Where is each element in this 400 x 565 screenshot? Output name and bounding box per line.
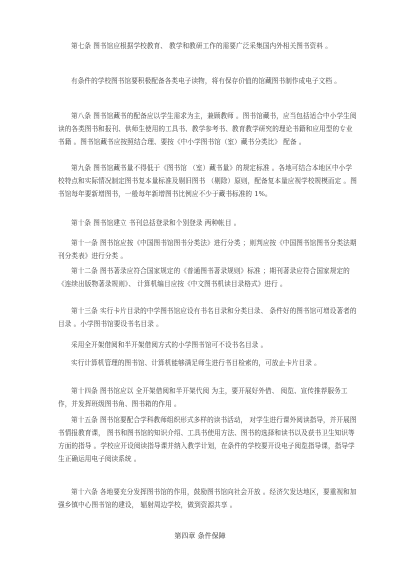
chapter-heading: 第四章 条件保障 [174, 532, 226, 540]
article-7-paragraph: 第七条 图书馆应根据学校教育、 教学和教研工作的需要广泛采集国内外相关图书资料 。 [71, 42, 332, 50]
article-9-paragraph: 第九条 图书馆藏书量不得低于《图书馆 （室）藏书量》的规定标准 。各地可结合本地区中小学校特点和实际情况制定图书复本量标准及剔旧图书 （剔除）原则，配备复本量应视学校规模而定 。图书馆每年要新增图书，一般每年新增图书比例应不少于藏书标准的 1%。 [58, 164, 357, 198]
article-15-paragraph: 第十五条 图书馆要配合学科教师组织形式多样的读书活动， 对学生进行课外阅读指导，并开展图书情报教育课， 图书和图书馆的知识介绍、工具书使用方法、图书的选择和读书以及获书卫生知识等方面的指导 。学校应开设阅读指导课并纳入教学计划，在条件的学校要开设电子阅览指导课，指导学生正确运用电子阅读系统 。 [58, 416, 357, 463]
computer-catalog-paragraph: 实行计算机管理的图书馆、计算机能够满足师生进行书目检索的，可放止卡片目录 。 [71, 359, 321, 367]
article-13-paragraph: 第十三条 实行卡片目录的中学图书馆应设有书名目录和分类目录、 条件好的图书馆可增设著者的目录 。小学图书馆要设书名目录 。 [58, 307, 357, 328]
article-8-paragraph: 第八条 图书馆藏书的配备应以学生需求为主，兼顾教师 。图书馆藏书，应当包括适合中小学生阅读的各类图书和报刊、供师生使用的工具书、教学参考书、教育教学研究的理论书籍和应用型的专业书籍 。图书馆藏书应按照结合理、要按《中小学图书馆（室）藏书分类比》 配备 。 [58, 112, 357, 146]
article-14-paragraph: 第十四条 图书馆应以 全开架借阅和半开架代阅 为主，要开展好外借、 阅览、宣传推荐服务工作，并发挥班级图书角、图书箱的作用 。 [58, 387, 348, 408]
article-10-paragraph: 第十条 图书馆建立 书刊总括登录和个别登录 两种帐目 。 [71, 219, 241, 227]
article-12-paragraph: 第十二条 图书著录应符合国家规定的《普通图书著录规则》标准 ；期刊著录应符合国家规定的《连续出版物著录规则》、 计算机编目应按《中文图书机读目录格式》进行 。 [58, 267, 350, 288]
article-16-paragraph: 第十六条 各地要充分发挥图书馆的作用，鼓励图书馆向社会开放 。经济欠发达地区，要重视和加强乡镇中心图书馆的建设， 辐射周边学校，做到资源共享 。 [58, 488, 357, 509]
article-11-paragraph: 第十一条 图书馆应按《中国图书馆图书分类法》进行分类 ；则判应按《中国图书馆图书分类法期刊分类表》进行分类 。 [58, 239, 357, 260]
open-shelf-paragraph: 采用全开架借阅和半开架借阅方式的小学图书馆可不设书名目录 。 [71, 341, 268, 349]
electronic-documents-paragraph: 有条件的学校图书馆要积极配备各类电子读物，将有保存价值的馆藏图书制作成电子文档 。 [71, 77, 341, 85]
